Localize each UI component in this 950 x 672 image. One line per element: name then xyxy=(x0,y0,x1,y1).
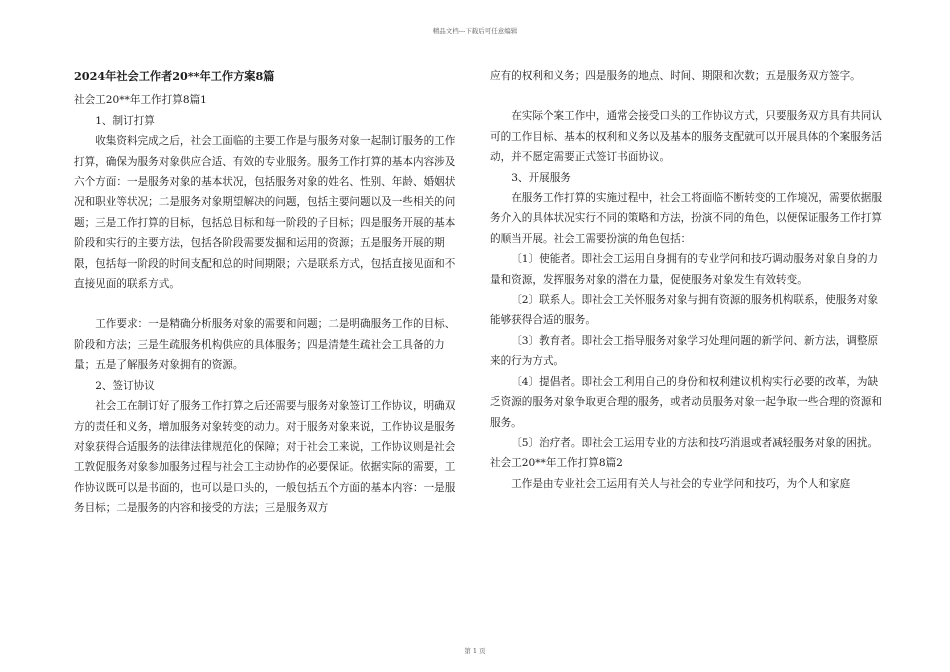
paragraph: 工作要求：一是精确分析服务对象的需要和问题；二是明确服务工作的目标、阶段和方法；三是生疏服务机构供应的具体服务；四是清楚生疏社会工具备的力量；五是了解服务对象拥有的资源。 xyxy=(74,318,456,372)
document-title: 2024年社会工作者20**年工作方案8篇 xyxy=(74,69,275,83)
list-item: 〔1〕使能者。即社会工运用自身拥有的专业学问和技巧调动服务对象自身的力量和资源，发挥服务对象的潜在力量，促使服务对象发生有效转变。 xyxy=(490,253,879,286)
paragraph: 在服务工作打算的实施过程中，社会工将面临不断转变的工作境况，需要依据服务介入的具体状况实行不同的策略和方法，扮演不同的角色，以便保证服务工作打算的顺当开展。社会工需要扮演的角色包括： xyxy=(490,192,882,245)
paragraph: 在实际个案工作中，通常会接受口头的工作协议方式，只要服务双方具有共同认可的工作目标、基本的权利和义务以及基本的服务支配就可以开展具体的个案服务活动，并不愿定需要正式签订书面协议。 xyxy=(490,110,882,164)
list-item: 〔2〕联系人。即社会工关怀服务对象与拥有资源的服务机构联系，使服务对象能够获得合适的服务。 xyxy=(490,294,879,327)
list-item: 〔4〕提倡者。即社会工利用自己的身份和权利建议机构实行必要的改革，为缺乏资源的服务对象争取更合理的服务，或者动员服务对象一起争取一些合理的资源和服务。 xyxy=(490,375,882,429)
paragraph: 社会工在制订好了服务工作打算之后还需要与服务对象签订工作协议，明确双方的责任和义务，增加服务对象转变的动力。对于服务对象来说，工作协议是服务对象获得合适服务的法律法律规范化的保障；对于社会工来说，工作协议则是社会工敦促服务对象参加服务过程与社会工主动协作的必要保证。依据实际的需要，工作协议既可以是书面的，也可以是口头的，一般包括五个方面的基本内容：一是服务目标；二是服务的内容和接受的方法；三是服务双方 xyxy=(74,400,456,515)
right-column xyxy=(490,66,882,494)
section-heading: 2、签订协议 xyxy=(95,379,155,392)
left-column xyxy=(74,66,460,519)
paragraph: 工作是由专业社会工运用有关人与社会的专业学问和技巧，为个人和家庭 xyxy=(511,477,851,490)
list-item: 〔5〕治疗者。即社会工运用专业的方法和技巧消退或者减轻服务对象的困扰。 xyxy=(511,436,879,449)
section-heading: 1、制订打算 xyxy=(95,114,155,127)
page-header: 精品文档---下载后可任意编辑 xyxy=(432,27,518,35)
section-heading: 3、开展服务 xyxy=(511,171,571,184)
section-subtitle: 社会工20**年工作打算8篇1 xyxy=(74,94,207,107)
paragraph: 收集资料完成之后，社会工面临的主要工作是与服务对象一起制订服务的工作打算，确保为服务对象供应合适、有效的专业服务。服务工作打算的基本内容涉及六个方面：一是服务对象的基本状况，包括服务对象的姓名、性别、年龄、婚姻状况和职业等状况；二是服务对象期望解决的问题，包括主要问题以及一些相关的问题；三是工作打算的目标，包括总目标和每一阶段的子目标；四是服务开展的基本阶段和实行的主要方法，包括各阶段需要发掘和运用的资源；五是服务开展的期限，包括每一阶段的时间支配和总的时间期限；六是联系方式，包括直接见面和不直接见面的联系方式。 xyxy=(74,135,456,291)
paragraph: 应有的权利和义务；四是服务的地点、时间、期限和次数；五是服务双方签字。 xyxy=(490,70,861,82)
list-item: 〔3〕教育者。即社会工指导服务对象学习处理问题的新学问、新方法，调整原来的行为方式。 xyxy=(490,334,879,368)
page-number: 第 1 页 xyxy=(464,647,486,655)
section-subtitle: 社会工20**年工作打算8篇2 xyxy=(490,457,623,470)
